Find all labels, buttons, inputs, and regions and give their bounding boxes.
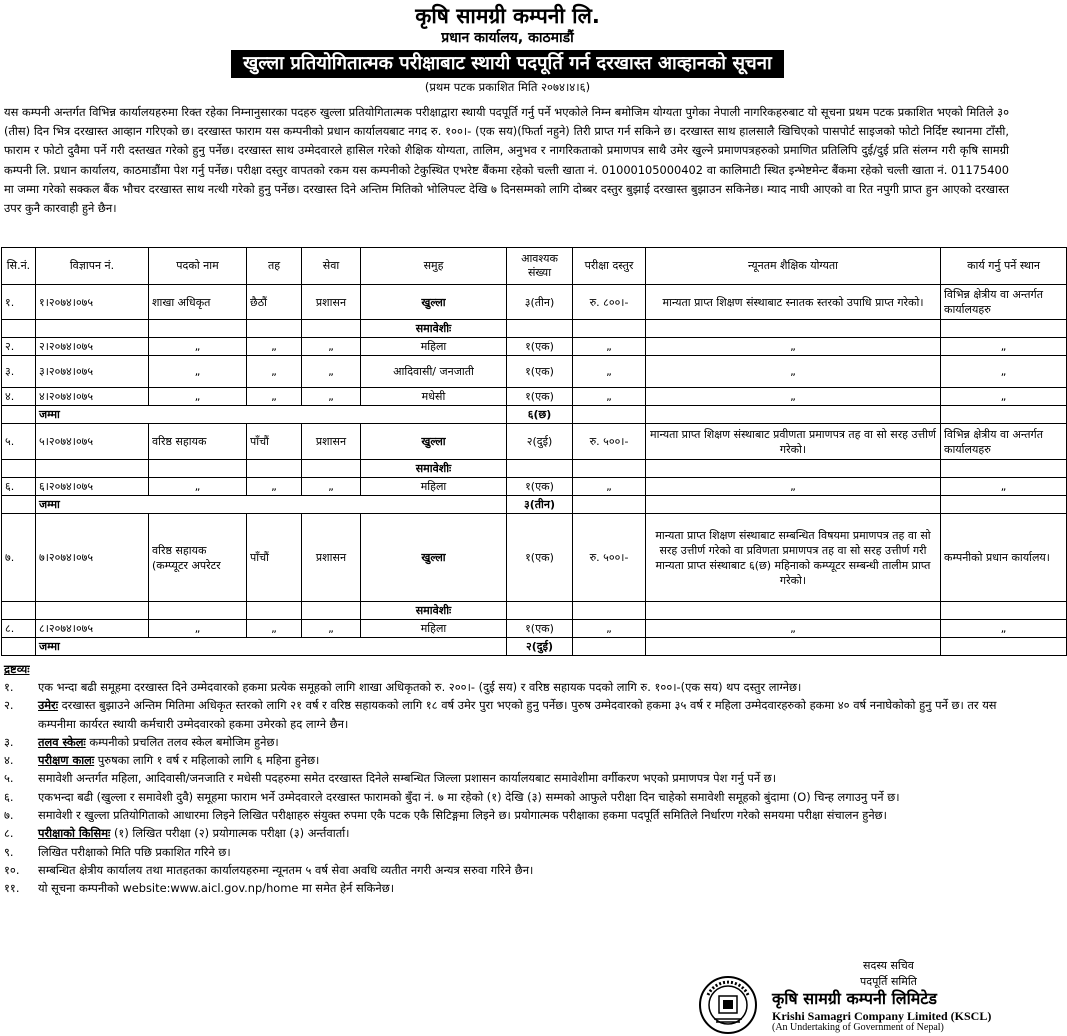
empty-cell <box>36 602 149 620</box>
note-item <box>4 769 1009 787</box>
qualification-cell: मान्यता प्राप्त शिक्षण संस्थाबाट प्रवीणता प्रमाणपत्र तह वा सो सरह उत्तीर्ण गरेको। <box>646 424 941 460</box>
table-row <box>2 338 1067 356</box>
group-cell: खुल्ला <box>361 424 507 460</box>
empty-cell <box>941 602 1067 620</box>
level-cell: पाँचौं <box>247 424 302 460</box>
vacancy-table <box>1 247 1067 656</box>
company-seal-logo <box>698 975 758 1035</box>
company-undertaking: (An Undertaking of Government of Nepal) <box>772 1022 944 1033</box>
note-body: एक भन्दा बढी समूहमा दरखास्त दिने उम्मेदवारको हकमा प्रत्येक समूहको लागि शाखा अधिकृतको रु. २००।- (दुई सय) र वरिष्ठ सहायक पदको लागि रु. १००।-(एक सय) थप दस्तुर लाग्नेछ। <box>38 680 802 694</box>
note-number: १०. <box>4 862 20 877</box>
total-label: जम्मा <box>36 496 507 514</box>
note-number: ८. <box>4 826 14 841</box>
empty-cell <box>36 320 149 338</box>
post-cell: वरिष्ठ सहायक (कम्प्यूटर अपरेटर <box>149 514 247 602</box>
inclusive-subheader-row <box>2 320 1067 338</box>
fee-cell: „ <box>573 338 646 356</box>
count-cell: ३(तीन) <box>507 285 573 320</box>
empty-cell <box>646 320 941 338</box>
empty-cell <box>149 602 247 620</box>
post-cell: „ <box>149 356 247 388</box>
workplace-cell: विभिन्न क्षेत्रीय वा अन्तर्गत कार्यालयहरु <box>941 285 1067 320</box>
note-number: २. <box>4 698 14 713</box>
column-header: विज्ञापन नं. <box>36 248 149 285</box>
table-row <box>2 478 1067 496</box>
count-cell: १(एक) <box>507 356 573 388</box>
qualification-cell: „ <box>646 388 941 406</box>
empty-cell <box>941 460 1067 478</box>
level-cell: छैठौं <box>247 285 302 320</box>
signatory <box>860 958 917 990</box>
serial-cell: २. <box>2 338 36 356</box>
note-text <box>38 696 1009 733</box>
group-cell: मधेसी <box>361 388 507 406</box>
qualification-cell: मान्यता प्राप्त शिक्षण संस्थाबाट सम्बन्धित विषयमा प्रमाणपत्र तह वा सो सरह उत्तीर्ण गरेको वा प्रविणता प्रमाणपत्र तह वा सो सरह उत्तीर्ण गरी मान्यता प्राप्त संस्थाबाट ६(छ) महिनाको कम्प्यूटर सम्बन्धी तालीम प्राप्त गरेको। <box>646 514 941 602</box>
note-body: लिखित परीक्षाको मिति पछि प्रकाशित गरिने छ। <box>38 844 231 859</box>
note-body: पुरुषका लागि १ वर्ष र महिलाको लागि ६ महिना हुनेछ। <box>94 753 320 768</box>
notice-header <box>0 4 1015 95</box>
empty-cell <box>2 460 36 478</box>
serial-cell: ८. <box>2 620 36 638</box>
service-cell: „ <box>302 620 361 638</box>
group-cell: महिला <box>361 478 507 496</box>
service-cell: „ <box>302 356 361 388</box>
note-body: एकभन्दा बढी (खुल्ला र समावेशी दुवै) समूहमा फाराम भर्ने उम्मेदवारले दरखास्त फारामको बुँदा नं. ७ मा रहेको (१) देखि (३) सम्मको आफुले परीक्षा दिन चाहेको समावेशी समूहको बुंदामा (O) चिन्ह लगाउनु पर्ने छ। <box>38 789 900 804</box>
column-header: समुह <box>361 248 507 285</box>
note-text <box>38 788 1009 806</box>
note-text <box>38 769 1009 787</box>
group-cell: आदिवासी/ जनजाती <box>361 356 507 388</box>
service-cell: „ <box>302 388 361 406</box>
service-cell: प्रशासन <box>302 424 361 460</box>
empty-cell <box>2 496 36 514</box>
table-row <box>2 388 1067 406</box>
total-label: जम्मा <box>36 406 507 424</box>
note-item <box>4 751 1009 769</box>
note-number: १. <box>4 680 14 694</box>
table-row <box>2 514 1067 602</box>
note-item <box>4 788 1009 806</box>
inclusive-subheader-row <box>2 602 1067 620</box>
empty-cell <box>2 638 36 656</box>
total-row <box>2 496 1067 514</box>
organization-name: कृषि सामग्री कम्पनी लि. <box>415 4 600 28</box>
count-cell: १(एक) <box>507 388 573 406</box>
fee-cell: रु. ५००।- <box>573 424 646 460</box>
company-signature-block <box>772 989 991 1033</box>
notes-list <box>4 678 1009 898</box>
note-item <box>4 879 1009 897</box>
note-item <box>4 733 1009 751</box>
note-item <box>4 843 1009 861</box>
notice-title-banner: खुल्ला प्रतियोगितात्मक परीक्षाबाट स्थायी पदपूर्ति गर्न दरखास्त आव्हानको सूचना <box>231 50 784 78</box>
empty-cell <box>646 496 941 514</box>
empty-cell <box>646 602 941 620</box>
empty-cell <box>646 638 941 656</box>
total-label: जम्मा <box>36 638 507 656</box>
empty-cell <box>2 406 36 424</box>
note-item <box>4 806 1009 824</box>
level-cell: „ <box>247 388 302 406</box>
empty-cell <box>941 320 1067 338</box>
group-cell: खुल्ला <box>361 514 507 602</box>
qualification-cell: „ <box>646 620 941 638</box>
serial-cell: ४. <box>2 388 36 406</box>
workplace-cell: „ <box>941 620 1067 638</box>
post-cell: „ <box>149 620 247 638</box>
note-number: ५. <box>4 771 14 786</box>
qualification-cell: „ <box>646 478 941 496</box>
level-cell: „ <box>247 620 302 638</box>
column-header: तह <box>247 248 302 285</box>
post-cell: शाखा अधिकृत <box>149 285 247 320</box>
empty-cell <box>302 320 361 338</box>
qualification-cell: „ <box>646 338 941 356</box>
service-cell: प्रशासन <box>302 514 361 602</box>
total-count: ३(तीन) <box>507 496 573 514</box>
office-name: प्रधान कार्यालय, काठमाडौं <box>441 30 574 46</box>
total-row <box>2 638 1067 656</box>
advert-no-cell: ७।२०७४।०७५ <box>36 514 149 602</box>
empty-cell <box>573 320 646 338</box>
note-number: ६. <box>4 789 14 804</box>
empty-cell <box>507 320 573 338</box>
group-cell: खुल्ला <box>361 285 507 320</box>
inclusive-label: समावेशीः <box>361 460 507 478</box>
advert-no-cell: ४।२०७४।०७५ <box>36 388 149 406</box>
empty-cell <box>149 320 247 338</box>
total-count: ६(छ) <box>507 406 573 424</box>
empty-cell <box>646 460 941 478</box>
empty-cell <box>2 602 36 620</box>
note-text <box>38 824 1009 842</box>
service-cell: प्रशासन <box>302 285 361 320</box>
note-item <box>4 696 1009 733</box>
note-body: (१) लिखित परीक्षा (२) प्रयोगात्मक परीक्षा (३) अर्न्तवार्ता। <box>110 826 350 841</box>
note-body: सम्बन्धित क्षेत्रीय कार्यालय तथा मातहतका कार्यालयहरुमा न्यूनतम ५ वर्ष सेवा अवधि व्यतीत नगरी अन्यत्र सरुवा गरिने छैन। <box>38 862 534 877</box>
empty-cell <box>302 602 361 620</box>
level-cell: „ <box>247 478 302 496</box>
empty-cell <box>2 320 36 338</box>
signatory-title: सदस्य सचिव <box>863 959 914 972</box>
fee-cell: रु. ५००।- <box>573 514 646 602</box>
service-cell: „ <box>302 478 361 496</box>
fee-cell: „ <box>573 478 646 496</box>
note-body: कम्पनीको प्रचलित तलव स्केल बमोजिम हुनेछ। <box>85 734 279 749</box>
serial-cell: ३. <box>2 356 36 388</box>
serial-cell: १. <box>2 285 36 320</box>
count-cell: १(एक) <box>507 620 573 638</box>
table-row <box>2 285 1067 320</box>
empty-cell <box>573 602 646 620</box>
fee-cell: „ <box>573 388 646 406</box>
serial-cell: ५. <box>2 424 36 460</box>
empty-cell <box>149 460 247 478</box>
empty-cell <box>941 638 1067 656</box>
serial-cell: ७. <box>2 514 36 602</box>
empty-cell <box>302 460 361 478</box>
inclusive-label: समावेशीः <box>361 320 507 338</box>
qualification-cell: मान्यता प्राप्त शिक्षण संस्थाबाट स्नातक स्तरको उपाधि प्राप्त गरेको। <box>646 285 941 320</box>
note-lead: तलव स्केलः <box>38 734 86 749</box>
post-cell: वरिष्ठ सहायक <box>149 424 247 460</box>
note-body: समावेशी अन्तर्गत महिला, आदिवासी/जनजाति र मधेसी पदहरुमा समेत दरखास्त दिनेले सम्बन्धित जिल्ला प्रशासन कार्यालयबाट समावेशीमा वर्गीकरण भएको प्रमाणपत्र पेश गर्नु पर्ने छ। <box>38 771 777 786</box>
empty-cell <box>646 406 941 424</box>
notes-section <box>4 661 1009 898</box>
inclusive-subheader-row <box>2 460 1067 478</box>
advert-no-cell: ६।२०७४।०७५ <box>36 478 149 496</box>
note-text <box>38 879 1009 897</box>
post-cell: „ <box>149 478 247 496</box>
workplace-cell: „ <box>941 338 1067 356</box>
serial-cell: ६. <box>2 478 36 496</box>
company-name-nepali: कृषि सामग्री कम्पनी लिमिटेड <box>772 989 937 1008</box>
company-name-english: Krishi Samagri Company Limited (KSCL) <box>772 1009 992 1023</box>
note-number: ९. <box>4 844 14 859</box>
empty-cell <box>247 320 302 338</box>
column-header: आवश्यक संख्या <box>507 248 573 285</box>
empty-cell <box>507 460 573 478</box>
advert-no-cell: २।२०७४।०७५ <box>36 338 149 356</box>
note-text <box>38 861 1009 879</box>
advert-no-cell: १।२०७४।०७५ <box>36 285 149 320</box>
table-row <box>2 356 1067 388</box>
empty-cell <box>247 602 302 620</box>
note-number: ४. <box>4 753 14 768</box>
note-lead: परीक्षण कालः <box>38 753 95 768</box>
note-body: यो सूचना कम्पनीको website:www.aicl.gov.np/home मा समेत हेर्न सकिनेछ। <box>38 881 395 896</box>
note-body: समावेशी र खुल्ला प्रतियोगिताको आधारमा लिइने लिखित परीक्षाहरु संयुक्त रुपमा एकै पटक एकै सिटिङ्गमा लिइने छ। प्रयोगात्मक परीक्षाका हकमा पदपूर्ति समितिले निर्धारण गरेको समयमा परीक्षा संचालन हुनेछ। <box>38 808 887 823</box>
count-cell: २(दुई) <box>507 424 573 460</box>
post-cell: „ <box>149 338 247 356</box>
note-text <box>38 843 1009 861</box>
note-number: ७. <box>4 808 14 823</box>
note-lead: उमेरः <box>38 698 59 713</box>
notes-heading: द्रष्टव्यः <box>4 662 30 676</box>
note-text <box>38 751 1009 769</box>
column-header: कार्य गर्नु पर्ने स्थान <box>941 248 1067 285</box>
workplace-cell: „ <box>941 356 1067 388</box>
table-row <box>2 424 1067 460</box>
empty-cell <box>941 406 1067 424</box>
intro-paragraph: यस कम्पनी अन्तर्गत विभिन्न कार्यालयहरुमा रिक्त रहेका निम्नानुसारका पदहरु खुल्ला प्रतियोगितात्मक परीक्षाद्वारा स्थायी पदपूर्ति गर्नु पर्ने भएकोले निम्न बमोजिम योग्यता पुगेका नेपाली नागरिकहरुबाट यो सूचना प्रथम पटक प्रकाशित भएको मितिले ३० (तीस) दिन भित्र दरखास्त आव्हान गरिएको छ। दरखास्त फाराम यस कम्पनीको प्रधान कार्यालयबाट नगद रु. १००।- (एक सय)(फिर्ता नहुने) तिरी प्राप्त गर्न सकिने छ। दरखास्त साथ हालसालै खिचिएको पासपोर्ट साइजको फोटो निर्दिष्ट स्थानमा टाँसी, फाराम र फोटो दुवैमा पर्ने गरी दस्तखत गरेको हुनु पर्नेछ। दरखास्त साथ उम्मेदवारले हासिल गरेको शैक्षिक योग्यता, तालिम, अनुभव र नागरिकताको प्रमाणपत्र साथै उमेर खुल्ने प्रमाणपत्रहरुको प्रमाणित प्रतिलिपि दुई/दुई प्रति संलग्न गरी कृषि सामग्री कम्पनी लि. प्रधान कार्यालय, काठमाडौंमा पेश गर्नु पर्नेछ। परीक्षा दस्तुर वापतको रकम यस कम्पनीको टेकुस्थित एभरेष्ट बैंकमा रहेको चल्ती खाता नं. 01000105000402 वा कालिमाटी स्थित इन्भेष्टमेन्ट बैंकमा रहेको चल्ती खाता नं. 01175400 मा जम्मा गरेको सक्कल बैंक भौचर दरखास्त साथ नत्थी गरेको हुनु पर्नेछ। दरखास्त दिने अन्तिम मितिको भोलिपल्ट देखि ७ दिनसम्मको लागि दोब्बर दस्तुर बुझाई दरखास्त बुझाउन सकिनेछ। म्याद नाघी आएको वा रित नपुगी प्राप्त हुन आएको दरखास्त उपर कुनै कारवाही हुने छैन। <box>4 105 1010 216</box>
column-header: न्यूनतम शैक्षिक योग्यता <box>646 248 941 285</box>
table-row <box>2 620 1067 638</box>
note-text <box>38 733 1009 751</box>
note-number: ३. <box>4 734 14 749</box>
total-count: २(दुई) <box>507 638 573 656</box>
empty-cell <box>36 460 149 478</box>
workplace-cell: „ <box>941 478 1067 496</box>
publication-date: (प्रथम पटक प्रकाशित मिति २०७४।४।६) <box>424 80 591 94</box>
qualification-cell: „ <box>646 356 941 388</box>
empty-cell <box>573 460 646 478</box>
advert-no-cell: ५।२०७४।०७५ <box>36 424 149 460</box>
fee-cell: रु. ८००।- <box>573 285 646 320</box>
fee-cell: „ <box>573 620 646 638</box>
empty-cell <box>941 496 1067 514</box>
empty-cell <box>573 406 646 424</box>
service-cell: „ <box>302 338 361 356</box>
workplace-cell: „ <box>941 388 1067 406</box>
inclusive-label: समावेशीः <box>361 602 507 620</box>
note-item <box>4 824 1009 842</box>
column-header: सि.नं. <box>2 248 36 285</box>
note-text <box>38 806 1009 824</box>
column-header: सेवा <box>302 248 361 285</box>
table-header-row <box>2 248 1067 285</box>
column-header: परीक्षा दस्तुर <box>573 248 646 285</box>
advert-no-cell: ८।२०७४।०७५ <box>36 620 149 638</box>
note-lead: परीक्षाको किसिमः <box>38 826 111 841</box>
signatory-committee: पदपूर्ति समिति <box>860 975 917 988</box>
level-cell: „ <box>247 356 302 388</box>
post-cell: „ <box>149 388 247 406</box>
count-cell: १(एक) <box>507 478 573 496</box>
group-cell: महिला <box>361 620 507 638</box>
note-body: दरखास्त बुझाउने अन्तिम मितिमा अधिकृत स्तरको लागि २१ वर्ष र वरिष्ठ सहायकको लागि १८ वर्ष उमेर पुरा भएको हुनु पर्नेछ। पुरुष उम्मेदवारको हकमा ३५ वर्ष र महिला उम्मेदवारहरुको हकमा ४० वर्ष ननाघेकोको हुनु पर्ने छ। तर यस कम्पनीमा कार्यरत स्थायी कर्मचारी उम्मेदवारको हकमा उमेरको हद लाग्ने छैन। <box>38 698 997 731</box>
level-cell: पाँचौं <box>247 514 302 602</box>
total-row <box>2 406 1067 424</box>
empty-cell <box>507 602 573 620</box>
advert-no-cell: ३।२०७४।०७५ <box>36 356 149 388</box>
column-header: पदको नाम <box>149 248 247 285</box>
count-cell: १(एक) <box>507 514 573 602</box>
note-item <box>4 678 1009 696</box>
workplace-cell: कम्पनीको प्रधान कार्यालय। <box>941 514 1067 602</box>
level-cell: „ <box>247 338 302 356</box>
group-cell: महिला <box>361 338 507 356</box>
empty-cell <box>573 638 646 656</box>
note-item <box>4 861 1009 879</box>
note-number: ११. <box>4 881 20 896</box>
workplace-cell: विभिन्न क्षेत्रीय वा अन्तर्गत कार्यालयहरु <box>941 424 1067 460</box>
fee-cell: „ <box>573 356 646 388</box>
table-body <box>2 285 1067 656</box>
note-text <box>38 678 1009 696</box>
empty-cell <box>247 460 302 478</box>
empty-cell <box>573 496 646 514</box>
count-cell: १(एक) <box>507 338 573 356</box>
